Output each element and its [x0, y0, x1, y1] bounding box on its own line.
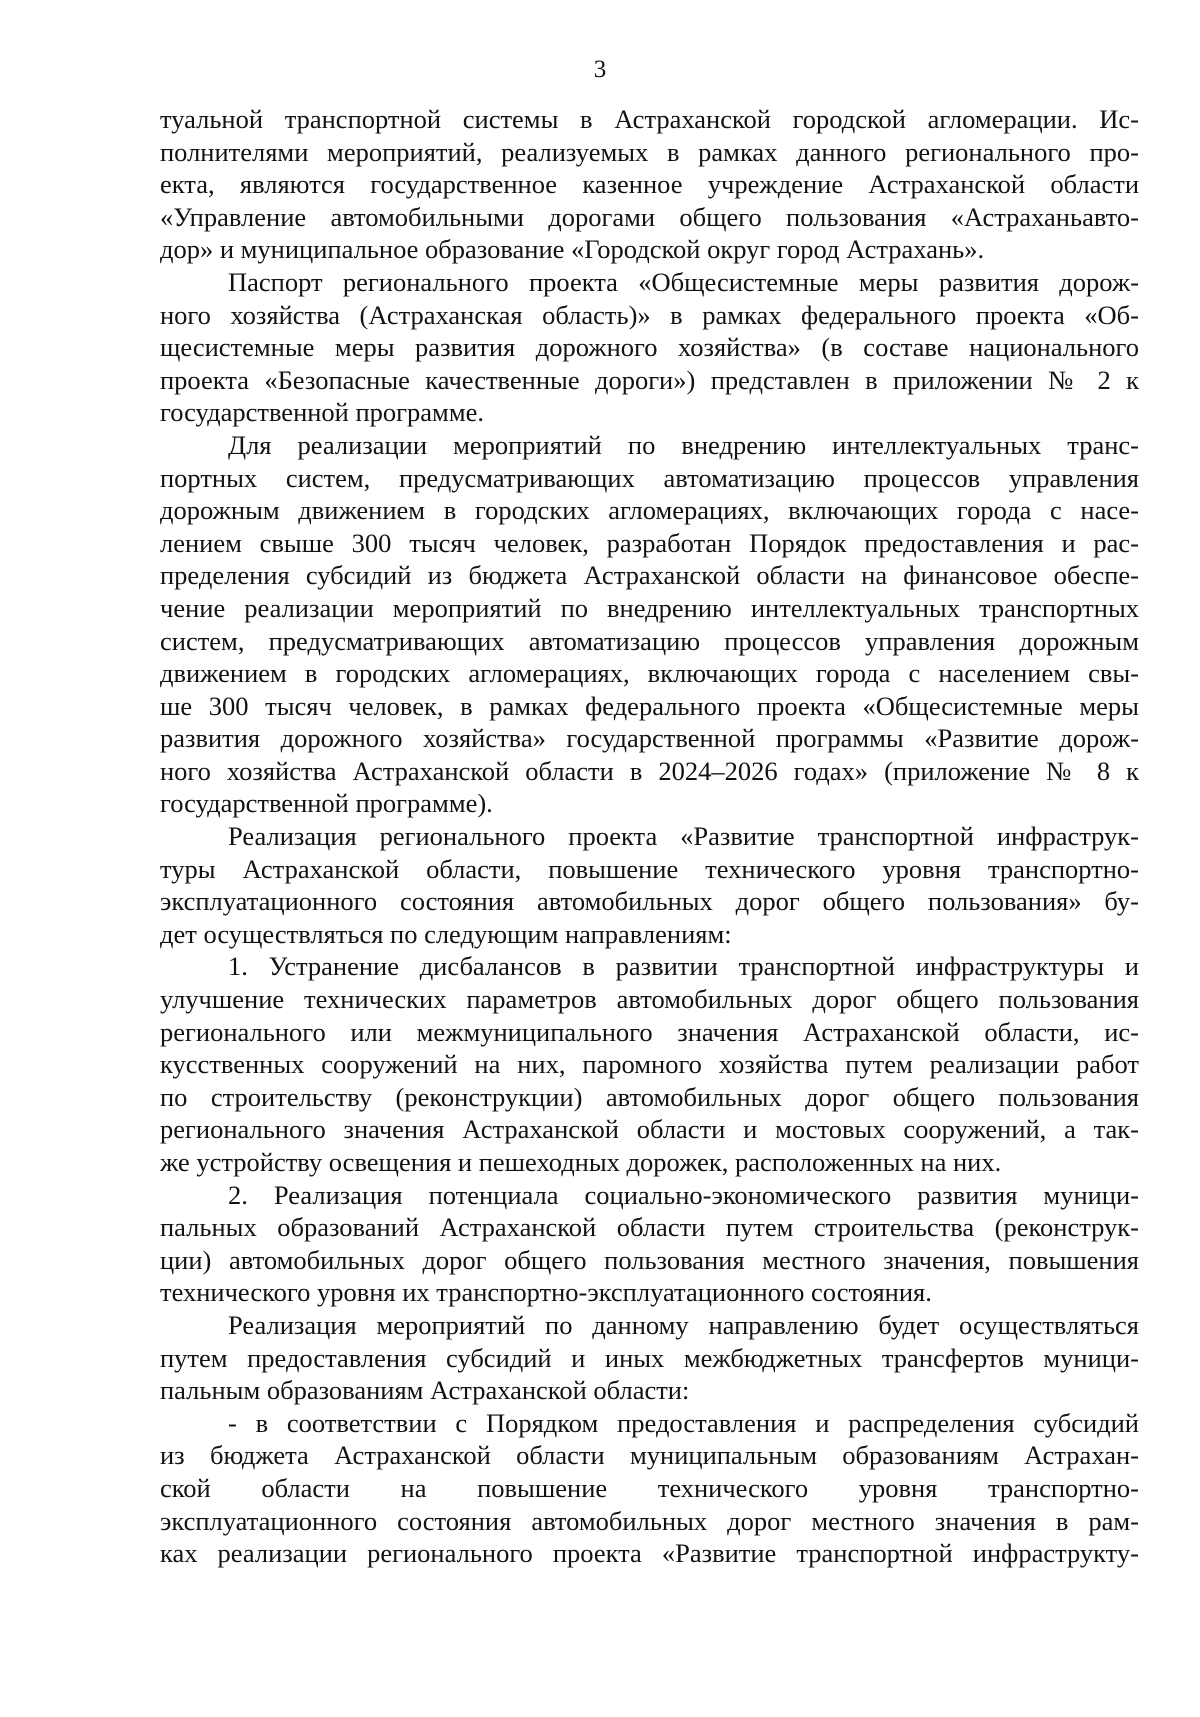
text-line: регионального или межмуниципального значения Астраханской области, ис- — [160, 1016, 1139, 1047]
text-line: ской области на повышение технического уровня транспортно- — [160, 1472, 1139, 1503]
text-line: ции) автомобильных дорог общего пользования местного значения, повышения — [160, 1244, 1139, 1275]
text-line: екта, являются государственное казенное учреждение Астраханской области — [160, 169, 1139, 200]
paragraph — [160, 1179, 1139, 1309]
paragraph — [160, 103, 1139, 266]
text-line: кусственных сооружений на них, паромного хозяйства путем реализации работ — [160, 1049, 1139, 1080]
text-line: щесистемные меры развития дорожного хозяйства» (в составе национального — [160, 332, 1139, 363]
text-line: лением свыше 300 тысяч человек, разработан Порядок предоставления и рас- — [160, 527, 1139, 558]
text-line: пальным образованиям Астраханской области: — [160, 1375, 690, 1406]
paragraph — [160, 950, 1139, 1178]
text-line: пальных образований Астраханской области путем строительства (реконструк- — [160, 1212, 1139, 1243]
text-line: систем, предусматривающих автоматизацию процессов управления дорожным — [160, 625, 1139, 656]
paragraph — [160, 1309, 1139, 1407]
text-line: регионального значения Астраханской области и мостовых сооружений, а так- — [160, 1114, 1139, 1145]
text-line: Для реализации мероприятий по внедрению интеллектуальных транс- — [228, 429, 1139, 460]
text-line: эксплуатационного состояния автомобильных дорог общего пользования» бу- — [160, 886, 1139, 917]
text-line: дет осуществляться по следующим направлениям: — [160, 918, 732, 949]
text-line: государственной программе). — [160, 788, 493, 819]
text-line: туры Астраханской области, повышение технического уровня транспортно- — [160, 853, 1139, 884]
text-line: ках реализации регионального проекта «Развитие транспортной инфраструкту- — [160, 1538, 1139, 1569]
body-text — [160, 103, 1139, 1570]
text-line: же устройству освещения и пешеходных дорожек, расположенных на них. — [160, 1147, 1002, 1177]
text-line: проекта «Безопасные качественные дороги») представлен в приложении № 2 к — [160, 364, 1139, 395]
text-line: по строительству (реконструкции) автомобильных дорог общего пользования — [160, 1081, 1139, 1112]
text-line: Реализация регионального проекта «Развитие транспортной инфраструк- — [228, 821, 1139, 852]
text-line: Паспорт регионального проекта «Общесистемные меры развития дорож- — [228, 266, 1139, 297]
text-line: портных систем, предусматривающих автоматизацию процессов управления — [160, 462, 1139, 493]
text-line: государственной программе. — [160, 397, 484, 428]
text-line: ного хозяйства Астраханской области в 2024–2026 годах» (приложение № 8 к — [160, 755, 1139, 786]
text-line: улучшение технических параметров автомобильных дорог общего пользования — [160, 984, 1139, 1015]
text-line: путем предоставления субсидий и иных межбюджетных трансфертов муници- — [160, 1342, 1139, 1373]
paragraph — [160, 820, 1139, 950]
page-number: 3 — [593, 56, 607, 83]
text-line: Реализация мероприятий по данному направлению будет осуществляться — [228, 1309, 1139, 1340]
text-line: ного хозяйства (Астраханская область)» в рамках федерального проекта «Об- — [160, 299, 1139, 330]
text-line: дорожным движением в городских агломерациях, включающих города с насе- — [160, 495, 1139, 526]
text-line: - в соответствии с Порядком предоставления и распределения субсидий — [228, 1407, 1139, 1438]
text-line: ше 300 тысяч человек, в рамках федерального проекта «Общесистемные меры — [160, 690, 1139, 721]
paragraph — [160, 429, 1139, 820]
text-line: пределения субсидий из бюджета Астраханской области на финансовое обеспе- — [160, 560, 1139, 591]
text-line: эксплуатационного состояния автомобильных дорог местного значения в рам- — [160, 1505, 1139, 1536]
text-line: чение реализации мероприятий по внедрению интеллектуальных транспортных — [160, 592, 1139, 623]
text-line: туальной транспортной системы в Астраханской городской агломерации. Ис- — [160, 104, 1139, 134]
text-line: «Управление автомобильными дорогами общего пользования «Астраханьавто- — [160, 201, 1139, 232]
paragraph — [160, 1407, 1139, 1570]
text-line: дор» и муниципальное образование «Городской округ город Астрахань». — [160, 234, 985, 265]
paragraph — [160, 266, 1139, 429]
text-line: развития дорожного хозяйства» государственной программы «Развитие дорож- — [160, 723, 1139, 754]
text-line: 2. Реализация потенциала социально-экономического развития муници- — [228, 1179, 1139, 1210]
text-line: технического уровня их транспортно-эксплуатационного состояния. — [160, 1277, 932, 1308]
text-line: движением в городских агломерациях, включающих города с населением свы- — [160, 658, 1139, 689]
text-line: полнителями мероприятий, реализуемых в рамках данного регионального про- — [160, 136, 1139, 167]
text-line: 1. Устранение дисбалансов в развитии транспортной инфраструктуры и — [228, 951, 1139, 982]
text-line: из бюджета Астраханской области муниципальным образованиям Астрахан- — [160, 1440, 1139, 1471]
